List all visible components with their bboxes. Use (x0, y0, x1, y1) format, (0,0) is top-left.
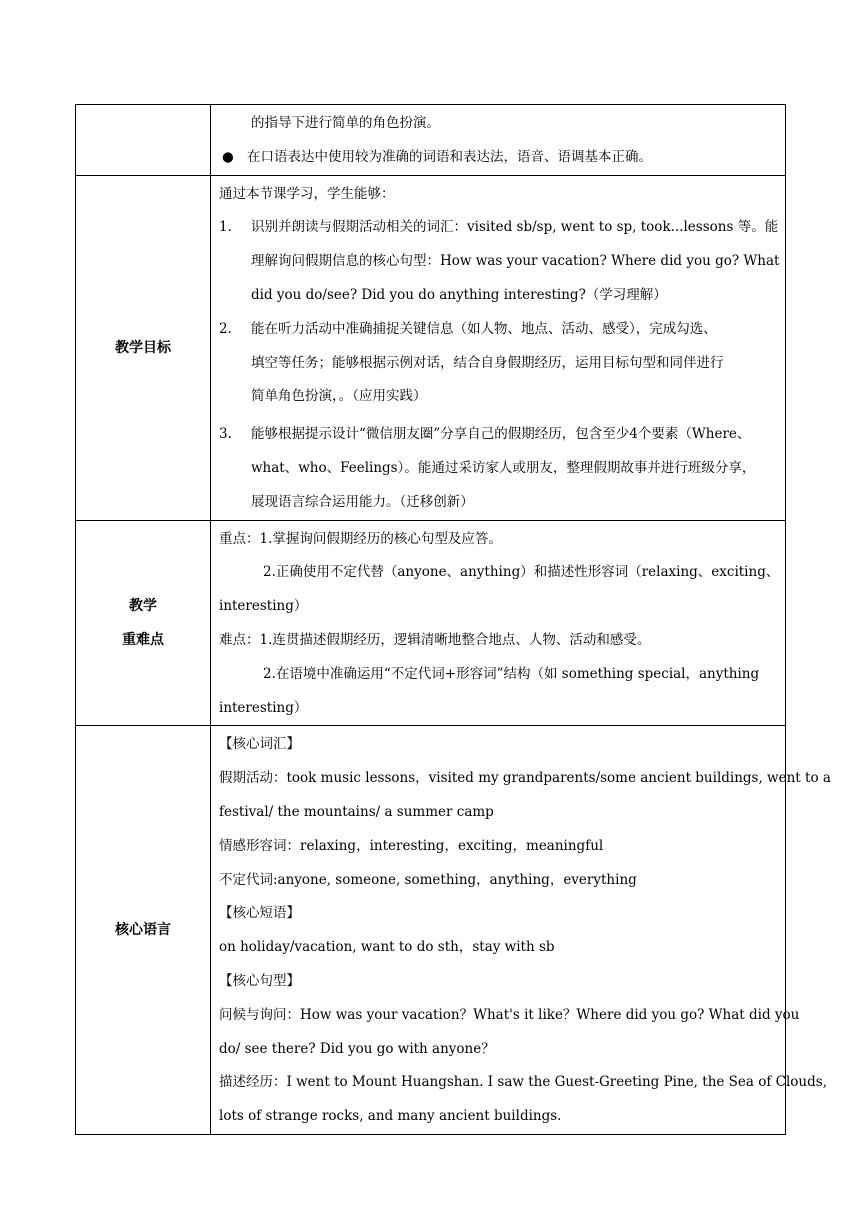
item-number: 1. (219, 219, 232, 236)
text-line: 能在听力活动中准确捕捉关键信息（如人物、地点、活动、感受），完成勾选、 (251, 320, 717, 337)
text-line: 2.在语境中准确运用“不定代词+形容词”结构（如 something special，anything (263, 665, 760, 682)
section-heading: 【核心句型】 (219, 972, 300, 989)
text-line: interesting） (219, 699, 308, 716)
text-line: 描述经历：I went to Mount Huangshan. I saw the Guest-Greeting Pine, the Sea of Clouds, (219, 1074, 827, 1091)
text-line: 重点：1.掌握询问假期经历的核心句型及应答。 (219, 530, 502, 547)
text-line: 展现语言综合运用能力。（迁移创新） (251, 493, 474, 510)
text-line: 2.正确使用不定代替（anyone、anything）和描述性形容词（relaxing、exciting、 (263, 564, 780, 581)
row-content (211, 105, 786, 176)
text-line: 假期活动：took music lessons，visited my grandparents/some ancient buildings, went to a (219, 770, 831, 787)
row-label: 教学目标 (76, 175, 211, 520)
text-line: did you do/see? Did you do anything interesting?（学习理解） (251, 286, 667, 303)
item-number: 3. (219, 426, 232, 443)
text-line: 情感形容词：relaxing，interesting，exciting，meaningful (219, 837, 604, 854)
list-item (219, 211, 780, 312)
bullet-text: 在口语表达中使用较为准确的词语和表达法，语音、语调基本正确。 (247, 148, 652, 165)
item-number: 2. (219, 320, 232, 337)
text-line: interesting） (219, 598, 308, 615)
bullet-item (219, 141, 777, 175)
bullet-icon: ● (222, 148, 234, 165)
row-label (76, 105, 211, 176)
text-line: 理解询问假期信息的核心句型：How was your vacation? Where did you go? What (251, 253, 780, 270)
section-heading: 【核心词汇】 (219, 736, 300, 753)
text-line: 填空等任务；能够根据示例对话，结合自身假期经历，运用目标句型和同伴进行 (251, 354, 724, 371)
row-label: 核心语言 (76, 726, 211, 1135)
text-line: festival/ the mountains/ a summer camp (219, 803, 494, 820)
section-heading: 【核心短语】 (219, 905, 300, 922)
text-line: 识别并朗读与假期活动相关的词汇：visited sb/sp, went to sp, took...lessons 等。能 (251, 219, 779, 236)
intro-text: 通过本节课学习，学生能够： (219, 185, 395, 202)
list-item (219, 418, 777, 519)
list-item (219, 313, 777, 414)
text-line: 问候与询问：How was your vacation？What's it like？Where did you go? What did you (219, 1006, 800, 1023)
text-line: what、who、Feelings）。能通过采访家人或朋友，整理假期故事并进行班级分享， (251, 459, 756, 476)
table-row (76, 105, 786, 176)
text-line: on holiday/vacation, want to do sth，stay with sb (219, 939, 555, 956)
text-line: 不定代词:anyone, someone, something，anything，everything (219, 871, 637, 888)
row-content (211, 175, 786, 520)
text-line: 能够根据提示设计“微信朋友圈”分享自己的假期经历，包含至少4个要素（Where、 (251, 426, 751, 443)
table-row (76, 726, 786, 1135)
label-line: 教学 (129, 597, 157, 614)
row-content (211, 726, 831, 1135)
text-line: 简单角色扮演，。（应用实践） (251, 388, 427, 405)
lesson-plan-table (75, 104, 831, 1135)
label-line: 重难点 (122, 631, 164, 648)
text-line: 难点：1.连贯描述假期经历，逻辑清晰地整合地点、人物、活动和感受。 (219, 631, 651, 648)
table-row (76, 520, 786, 726)
table-row (76, 175, 786, 520)
text-line: lots of strange rocks, and many ancient buildings. (219, 1108, 562, 1125)
text-line: 的指导下进行简单的角色扮演。 (251, 115, 440, 131)
text-line: do/ see there? Did you go with anyone？ (219, 1040, 495, 1057)
row-content (211, 520, 786, 726)
row-label (76, 520, 211, 726)
